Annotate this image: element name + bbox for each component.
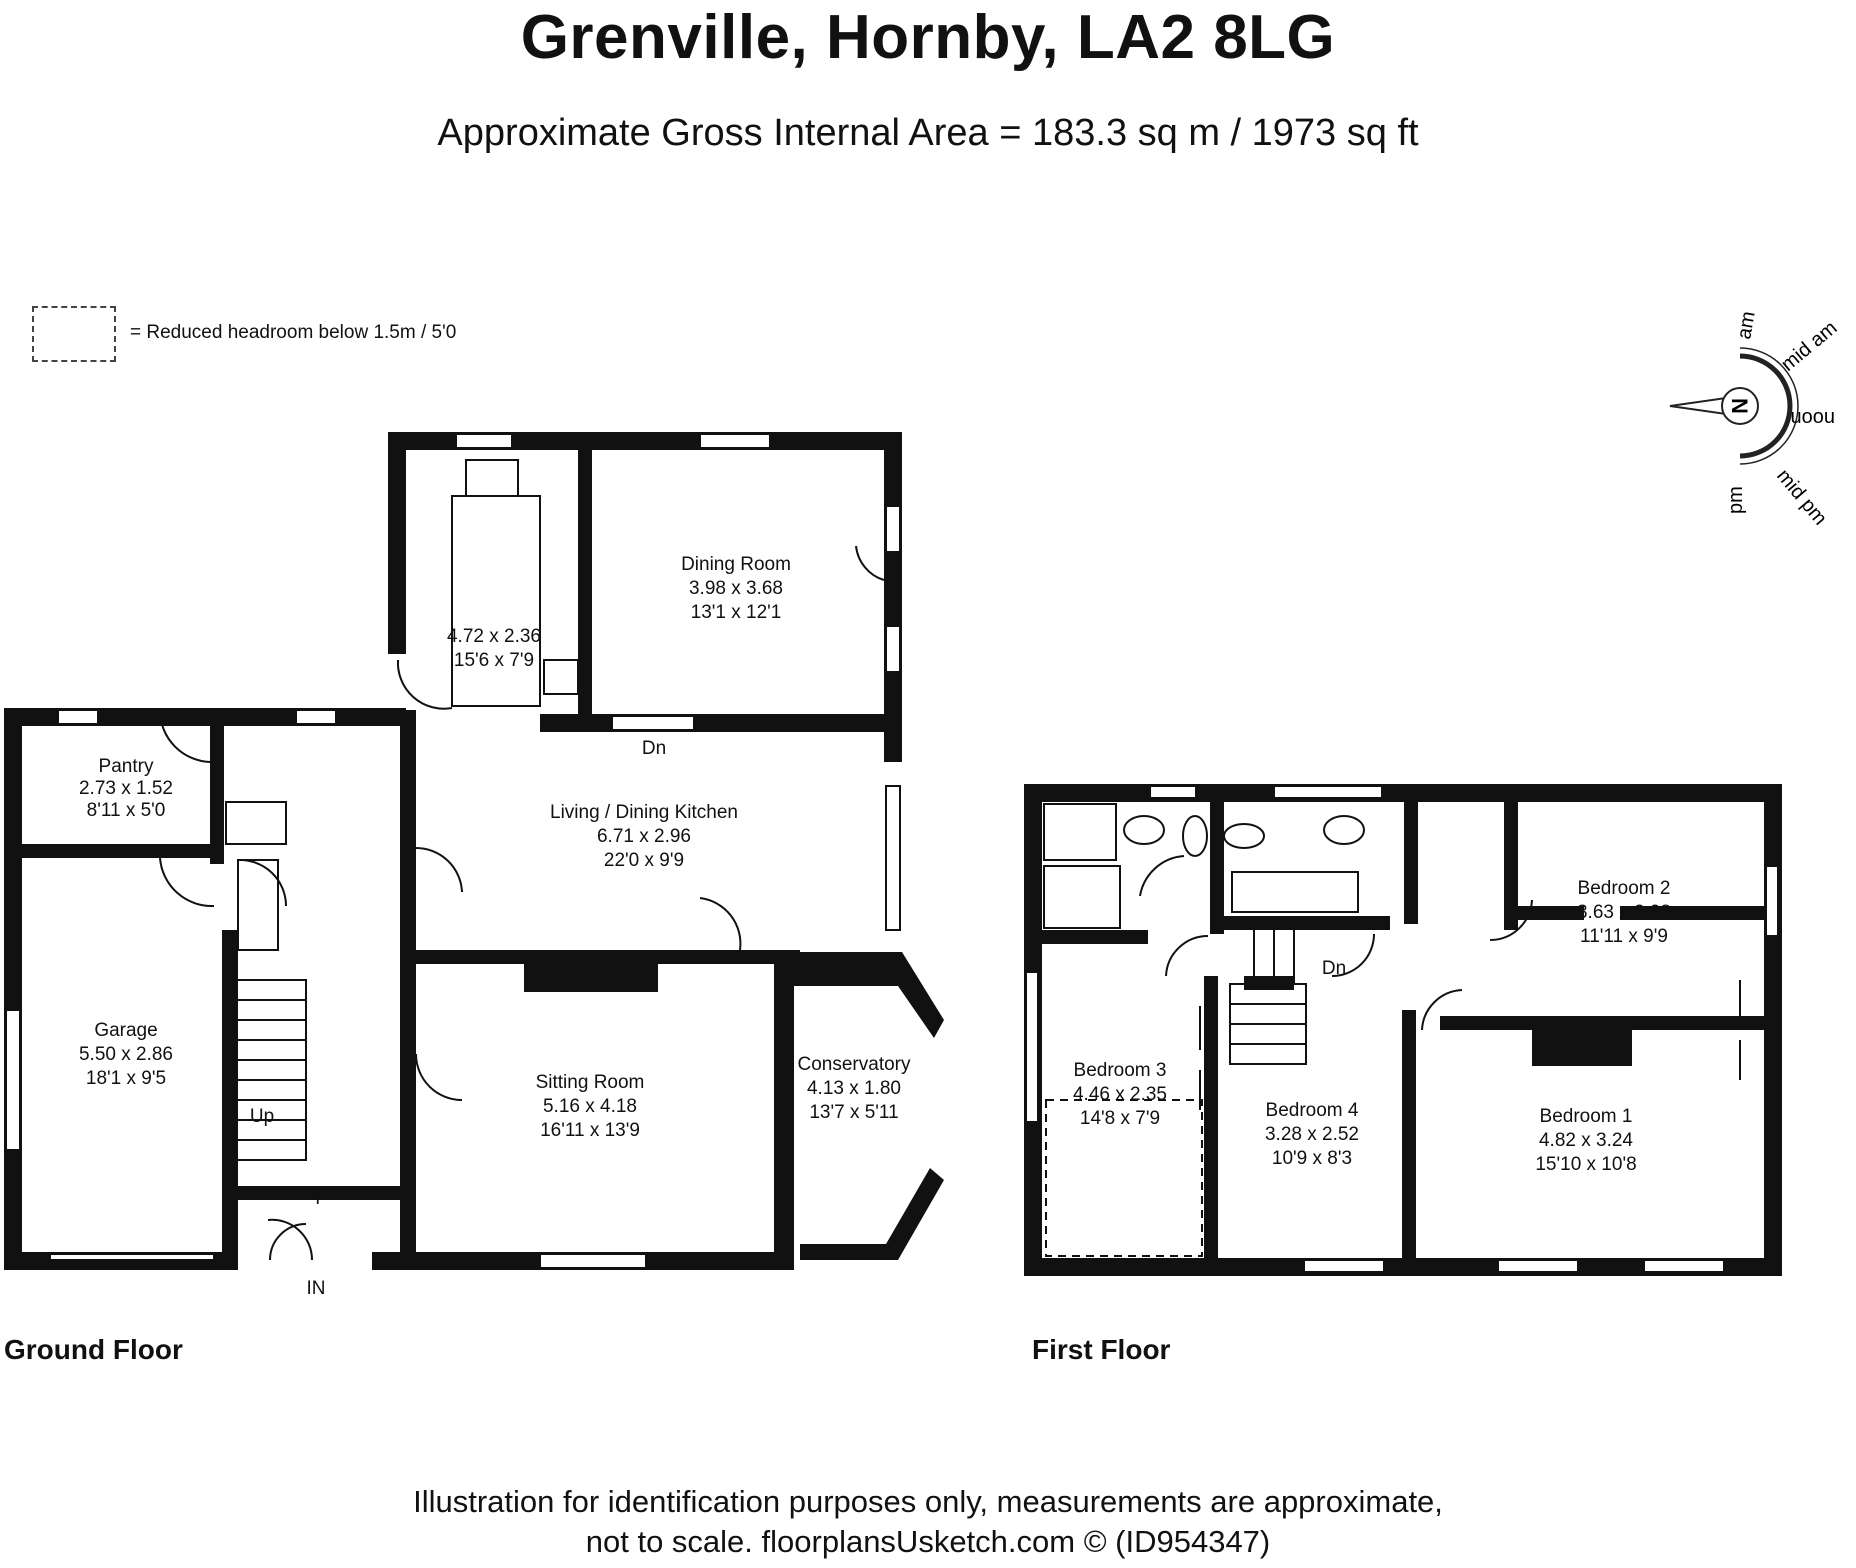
compass-label-mid-pm: mid pm <box>1772 465 1832 530</box>
sitting-room-imperial: 16'11 x 13'9 <box>540 1120 640 1141</box>
conservatory-metric: 4.13 x 1.80 <box>806 1078 902 1099</box>
kitchen-imperial: 15'6 x 7'9 <box>453 650 535 671</box>
bedroom4-name: Bedroom 4 <box>1265 1100 1359 1121</box>
bedroom2-metric: 3.63 x 2.98 <box>1576 902 1672 923</box>
pantry-metric: 2.73 x 1.52 <box>78 778 174 799</box>
pantry-name: Pantry <box>98 756 154 777</box>
bedroom2-imperial: 11'11 x 9'9 <box>1580 926 1668 947</box>
bedroom3-imperial: 14'8 x 7'9 <box>1079 1108 1161 1129</box>
stairs-down-label: Dn <box>641 738 667 759</box>
kitchen-metric: 4.72 x 2.36 <box>446 626 542 647</box>
legend-text: = Reduced headroom below 1.5m / 5'0 <box>130 322 457 343</box>
entrance-up-label: Up <box>301 1184 327 1205</box>
stairs-down-label: Dn <box>1321 958 1347 979</box>
living-kitchen-metric: 6.71 x 2.96 <box>596 826 692 847</box>
compass-label-am: am <box>1733 310 1760 341</box>
ground-floor-walls <box>4 432 944 1270</box>
compass-label-pm: pm <box>1725 486 1747 514</box>
compass-label-mid-am: mid am <box>1777 316 1842 376</box>
first-floor-label: First Floor <box>1032 1334 1171 1365</box>
compass-label-noon: noon <box>1790 407 1835 429</box>
bedroom1-name: Bedroom 1 <box>1539 1106 1633 1127</box>
dining-room-metric: 3.98 x 3.68 <box>688 578 784 599</box>
bedroom3-metric: 4.46 x 2.35 <box>1072 1084 1168 1105</box>
compass-north-label: N <box>1727 398 1752 414</box>
bedroom4-metric: 3.28 x 2.52 <box>1264 1124 1360 1145</box>
first-floor-walls <box>1024 784 1782 1276</box>
conservatory-imperial: 13'7 x 5'11 <box>809 1102 899 1123</box>
disclaimer-line-2: not to scale. floorplansUsketch.com © (ID954347) <box>585 1524 1271 1559</box>
bedroom2-name: Bedroom 2 <box>1577 878 1671 899</box>
bedroom1-imperial: 15'10 x 10'8 <box>1535 1154 1637 1175</box>
gross-area-subtitle: Approximate Gross Internal Area = 183.3 sq m / 1973 sq ft <box>437 112 1419 154</box>
sitting-room-metric: 5.16 x 4.18 <box>542 1096 638 1117</box>
first-floor-plan <box>1020 780 1790 1280</box>
compass <box>1660 310 1850 540</box>
dining-room-imperial: 13'1 x 12'1 <box>690 602 782 623</box>
conservatory-name: Conservatory <box>797 1054 911 1075</box>
disclaimer <box>0 1482 1856 1562</box>
garage-name: Garage <box>94 1020 158 1041</box>
living-kitchen-name: Living / Dining Kitchen <box>550 802 738 823</box>
ground-floor-label: Ground Floor <box>4 1334 183 1365</box>
garage-metric: 5.50 x 2.86 <box>78 1044 174 1065</box>
reduced-headroom-swatch <box>32 306 116 362</box>
bedroom4-imperial: 10'9 x 8'3 <box>1271 1148 1353 1169</box>
pantry-imperial: 8'11 x 5'0 <box>86 800 166 821</box>
stairs-up-label: Up <box>249 1106 275 1127</box>
ground-floor-plan <box>0 420 990 1320</box>
disclaimer-line-1: Illustration for identification purposes only, measurements are approximate, <box>413 1484 1443 1519</box>
garage-imperial: 18'1 x 9'5 <box>85 1068 167 1089</box>
page-title: Grenville, Hornby, LA2 8LG <box>520 3 1336 72</box>
living-kitchen-imperial: 22'0 x 9'9 <box>603 850 685 871</box>
entrance-label: IN <box>306 1278 326 1299</box>
bedroom3-name: Bedroom 3 <box>1073 1060 1167 1081</box>
sitting-room-name: Sitting Room <box>535 1072 645 1093</box>
bedroom1-metric: 4.82 x 3.24 <box>1538 1130 1634 1151</box>
dining-room-name: Dining Room <box>681 554 791 575</box>
